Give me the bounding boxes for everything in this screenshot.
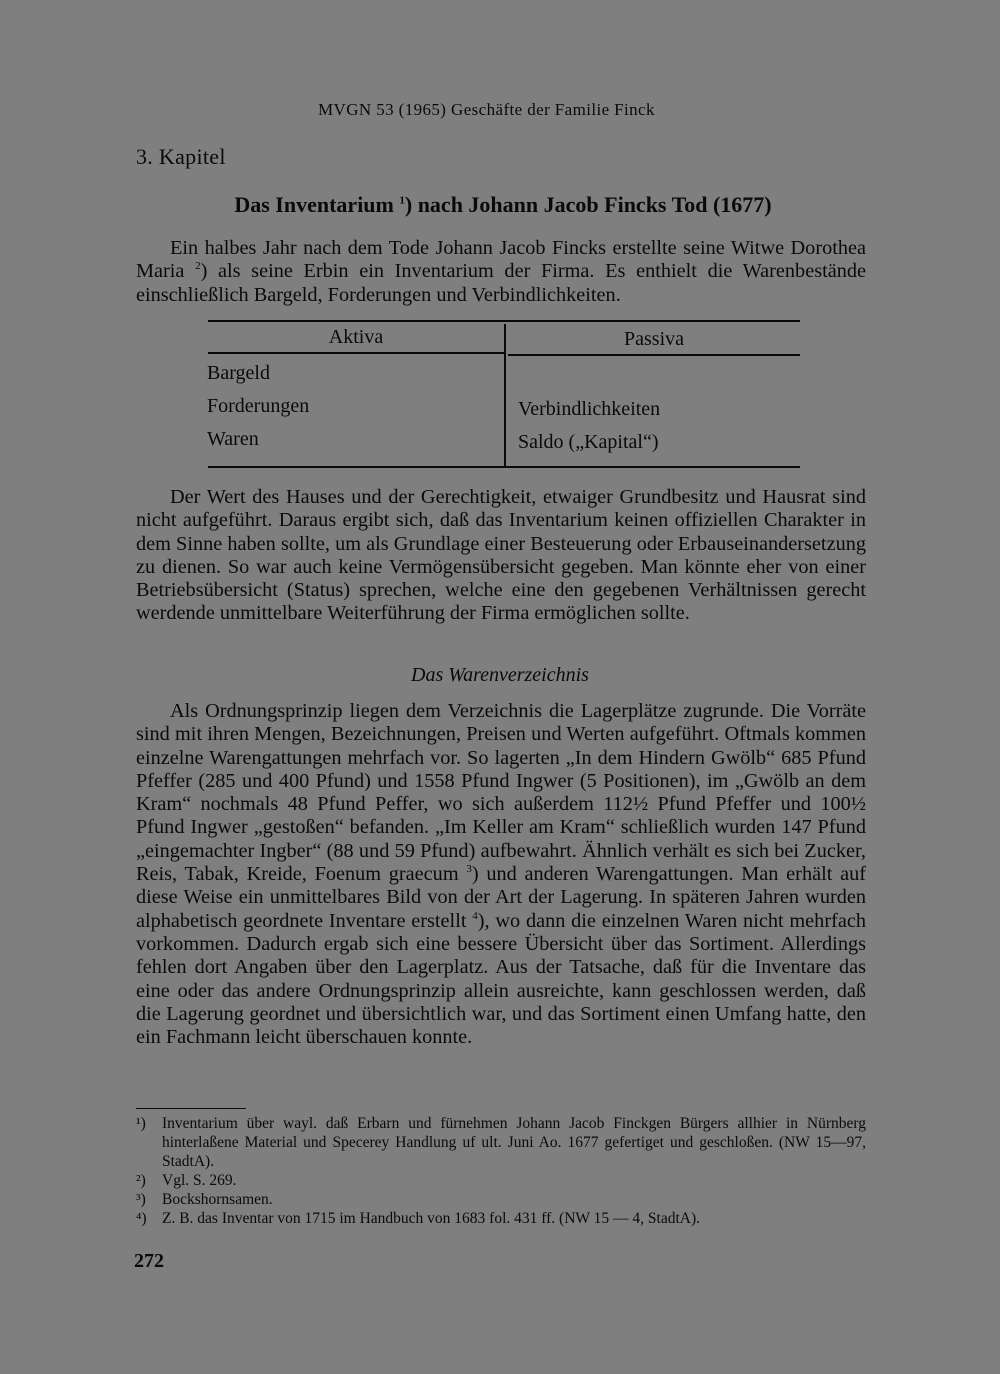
paragraph-3-text-2: ) und anderen Warengattungen. Man erhält auf diese Weise ein unmittelbares Bild von der Art der Lagerung. In späteren Jahren wurden alphabetisch geordnete Inventare erstellt — [136, 863, 866, 932]
subheading: Das Warenverzeichnis — [411, 664, 589, 686]
passiva-header-rule — [508, 354, 800, 356]
column-divider — [504, 324, 506, 468]
aktiva-item: Forderungen — [207, 395, 310, 417]
footnote — [136, 1190, 866, 1209]
footnote — [136, 1171, 866, 1190]
table-bottom-rule — [208, 466, 800, 468]
footnote-text: Vgl. S. 269. — [162, 1172, 237, 1189]
paragraph-2-text: Der Wert des Hauses und der Gerechtigkeit, etwaiger Grundbesitz und Hausrat sind nicht aufgeführt. Daraus ergibt sich, daß das Inventarium keinen offiziellen Charakter in dem Sinne haben sollte, um als Grundlage einer Besteuerung oder Erbauseinandersetzung zu dienen. So war auch keine Vermögensübersicht gegeben. Man könnte eher von einer Betriebsübersicht (Status) sprechen, welche eine den gegebenen Verhältnissen gerecht werdende unmittelbare Weiterführung der Firma ermöglichen sollte. — [136, 486, 866, 625]
footnote-mark: ³) — [136, 1191, 146, 1208]
footnote-mark: ¹) — [136, 1115, 146, 1132]
paragraph-3 — [136, 700, 866, 1049]
title-main: Das Inventarium — [234, 192, 394, 217]
footnotes — [136, 1114, 866, 1228]
intro-paragraph — [136, 237, 866, 307]
footnote-ref-2: 2 — [195, 260, 201, 273]
footnote-ref-4: 4 — [472, 909, 478, 922]
aktiva-item: Waren — [207, 428, 259, 450]
paragraph-3-text-3: ), wo dann die einzelnen Waren nicht mehrfach vorkommen. Dadurch ergab sich eine bessere Übersicht über das Sortiment. Allerdings fehlen dort Angaben über den Lagerplatz. Aus der Tatsache, daß für die Inventare das eine oder das andere Ordnungsprinzip allein ausreichte, kann geschlossen werden, daß die Lagerung geordnet und übersichtlich war, und das Sortiment einen Umfang hatte, den ein Fachmann leicht überschauen konnte. — [136, 909, 866, 1049]
footnote — [136, 1114, 866, 1171]
aktiva-header-rule — [208, 352, 504, 354]
footnote — [136, 1209, 866, 1228]
intro-text-1: Ein halbes Jahr nach dem Tode Johann Jacob Fincks erstellte seine Witwe Dorothea Maria — [136, 237, 866, 283]
passiva-item: Saldo („Kapital“) — [518, 431, 659, 453]
footnote-mark: ⁴) — [136, 1210, 147, 1227]
footnote-text: Inventarium über wayl. daß Erbarn und fürnehmen Johann Jacob Finckgen Bürgers allhier in Nürnberg hinterlaßene Material und Specerey Handlung uf ult. Juni Ao. 1677 gefertiget und geschloßen. (NW 15—97, StadtA). — [162, 1115, 866, 1170]
intro-text-2: ) als seine Erbin ein Inventarium der Firma. Es enthielt die Warenbestände einschließlich Bargeld, Forderungen und Verbindlichkeiten. — [136, 260, 867, 306]
footnote-ref-1: 1 — [399, 194, 405, 207]
passiva-item: Verbindlichkeiten — [518, 398, 661, 420]
paragraph-2 — [136, 486, 866, 626]
footnote-ref-3: 3 — [466, 863, 472, 876]
aktiva-item: Bargeld — [207, 362, 270, 384]
table-top-rule — [208, 320, 800, 322]
passiva-header: Passiva — [624, 328, 684, 350]
section-title — [0, 192, 1000, 218]
footnote-text: Bockshornsamen. — [162, 1191, 273, 1208]
footnote-mark: ²) — [136, 1172, 146, 1189]
title-rest: ) nach Johann Jacob Fincks Tod (1677) — [404, 192, 772, 217]
paragraph-3-text-1: Als Ordnungsprinzip liegen dem Verzeichnis die Lagerplätze zugrunde. Die Vorräte sind mit ihren Mengen, Bezeichnungen, Preisen und Werten aufgeführt. Oftmals kommen einzelne Warengattungen mehrfach vor. So lagerten „In dem Hindern Gwölb“ 685 Pfund Pfeffer (285 und 400 Pfund) und 1558 Pfund Ingwer (5 Positionen), im „Gwölb an dem Kram“ nochmals 48 Pfund Peffer, wo sich außerdem 112½ Pfund Pfeffer und 100½ Pfund Ingwer „gestoßen“ befanden. „Im Keller am Kram“ schließlich wurden 147 Pfund „eingemachter Ingber“ (88 und 59 Pfund) aufbewahrt. Ähnlich verhält es sich bei Zucker, Reis, Tabak, Kreide, Foenum graecum — [136, 700, 866, 886]
footnote-separator — [136, 1108, 246, 1109]
running-header: MVGN 53 (1965) Geschäfte der Familie Finck — [318, 100, 655, 119]
page-number: 272 — [134, 1250, 164, 1272]
aktiva-header: Aktiva — [328, 326, 384, 348]
chapter-label: 3. Kapitel — [136, 144, 226, 169]
footnote-text: Z. B. das Inventar von 1715 im Handbuch von 1683 fol. 431 ff. (NW 15 — 4, StadtA). — [162, 1210, 700, 1227]
